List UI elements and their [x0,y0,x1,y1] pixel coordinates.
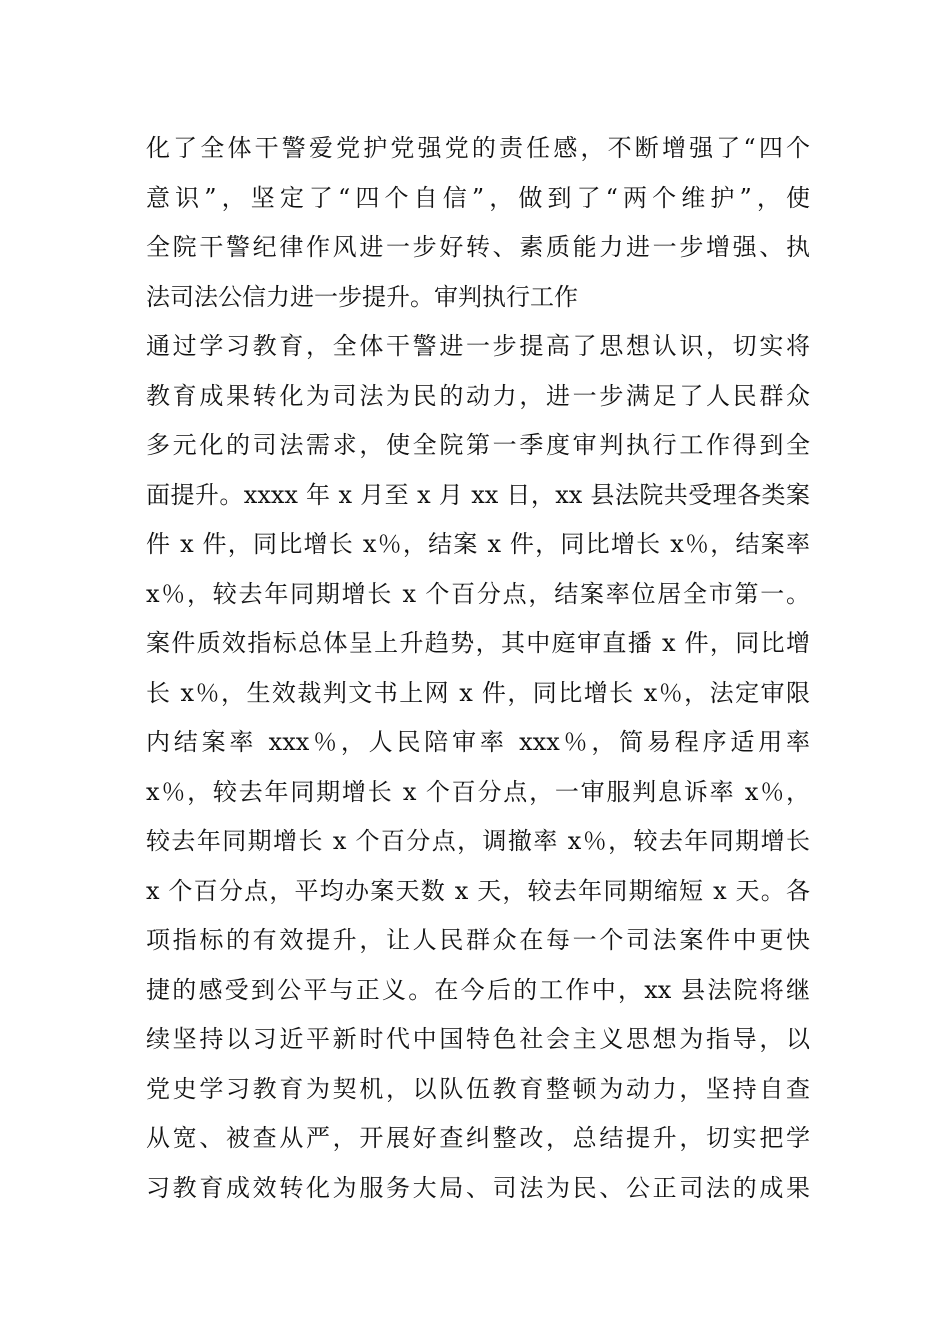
text-line-4: 法司法公信力进一步提升。审判执行工作 [146,282,578,311]
text-line-8: 面提升。xxxx 年 x 月至 x 月 xx 日，xx 县法院共受理各类案 [146,480,810,509]
text-line-22: 习教育成效转化为服务大局、司法为民、公正司法的成果 [146,1173,810,1202]
text-line-13: 内结案率 xxx％，人民陪审率 xxx％，简易程序适用率 [146,728,810,756]
text-line-12: 长 x％，生效裁判文书上网 x 件，同比增长 x％，法定审限 [146,678,810,707]
text-line-16: x 个百分点，平均办案天数 x 天，较去年同期缩短 x 天。各 [146,876,810,905]
text-line-9: 件 x 件，同比增长 x％，结案 x 件，同比增长 x％，结案率 [146,530,810,558]
text-line-18: 捷的感受到公平与正义。在今后的工作中，xx 县法院将继 [146,975,810,1004]
text-line-3: 全院干警纪律作风进一步好转、素质能力进一步增强、执 [146,233,810,261]
text-line-11: 案件质效指标总体呈上升趋势，其中庭审直播 x 件，同比增 [146,629,810,657]
text-line-15: 较去年同期增长 x 个百分点，调撤率 x％，较去年同期增长 [146,827,810,855]
text-line-14: x％，较去年同期增长 x 个百分点，一审服判息诉率 x％， [146,777,810,806]
text-line-10: x％，较去年同期增长 x 个百分点，结案率位居全市第一。 [146,579,810,608]
text-line-2: 意识”，坚定了“四个自信”，做到了“两个维护”，使 [146,183,810,212]
text-line-21: 从宽、被查从严，开展好查纠整改，总结提升，切实把学 [146,1124,810,1152]
text-line-1: 化了全体干警爱党护党强党的责任感，不断增强了“四个 [146,134,810,162]
text-line-7: 多元化的司法需求，使全院第一季度审判执行工作得到全 [146,431,810,459]
text-line-19: 续坚持以习近平新时代中国特色社会主义思想为指导，以 [146,1025,810,1053]
text-line-20: 党史学习教育为契机，以队伍教育整顿为动力，坚持自查 [146,1074,810,1103]
text-line-5: 通过学习教育，全体干警进一步提高了思想认识，切实将 [146,332,810,360]
text-line-17: 项指标的有效提升，让人民群众在每一个司法案件中更快 [146,926,810,954]
text-line-6: 教育成果转化为司法为民的动力，进一步满足了人民群众 [146,381,810,410]
